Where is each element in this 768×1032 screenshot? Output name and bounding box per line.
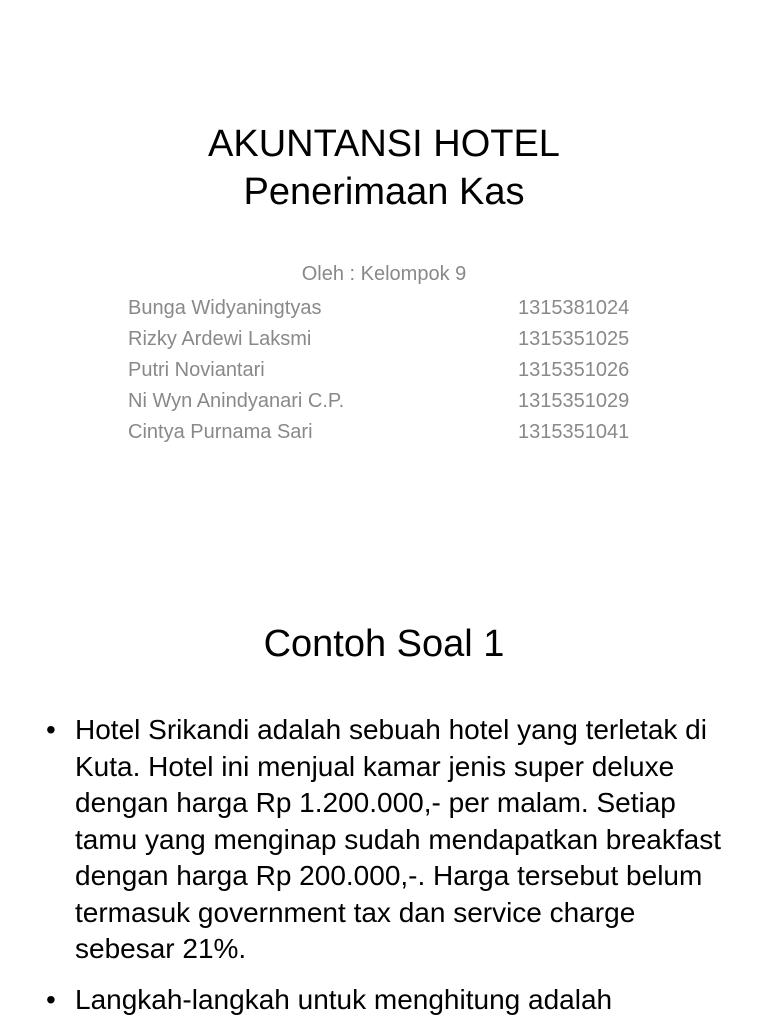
bullet-text: Langkah-langkah untuk menghitung adalah xyxy=(75,983,613,1015)
member-list xyxy=(128,293,648,448)
member-row xyxy=(128,324,648,355)
member-row xyxy=(128,417,648,448)
member-row xyxy=(128,293,648,324)
bullet-icon: • xyxy=(46,983,56,1015)
member-nim: 1315351041 xyxy=(518,421,630,443)
member-nim: 1315351029 xyxy=(518,390,630,412)
member-name: Rizky Ardewi Laksmi xyxy=(128,328,312,350)
member-row xyxy=(128,355,648,386)
bullet-text: Hotel Srikandi adalah sebuah hotel yang terletak di Kuta. Hotel ini menjual kamar jenis super deluxe dengan harga Rp 1.200.000,- per malam. Setiap tamu yang menginap sudah mendapatkan breakfast dengan harga Rp 200.000,-. Harga tersebut belum termasuk government tax dan service charge sebesar 21%. xyxy=(75,714,721,964)
member-name: Cintya Purnama Sari xyxy=(128,421,313,443)
member-row xyxy=(128,386,648,417)
title-block xyxy=(0,120,768,216)
bullet-list xyxy=(40,712,740,1032)
member-nim: 1315381024 xyxy=(518,297,630,319)
group-label: Oleh : Kelompok 9 xyxy=(301,263,467,285)
member-nim: 1315351026 xyxy=(518,359,630,381)
bullet-item xyxy=(40,982,740,1019)
member-name: Bunga Widyaningtyas xyxy=(128,297,322,319)
member-name: Ni Wyn Anindyanari C.P. xyxy=(128,390,345,412)
member-nim: 1315351025 xyxy=(518,328,630,350)
slide-title-text: AKUNTANSI HOTEL xyxy=(208,123,560,165)
slide-subtitle-text: Penerimaan Kas xyxy=(243,171,525,213)
slide-title-text: Contoh Soal 1 xyxy=(263,623,505,665)
slide-example xyxy=(0,578,768,1024)
bullet-item xyxy=(40,712,740,968)
member-name: Putri Noviantari xyxy=(128,359,265,381)
bullet-icon: • xyxy=(46,714,56,745)
